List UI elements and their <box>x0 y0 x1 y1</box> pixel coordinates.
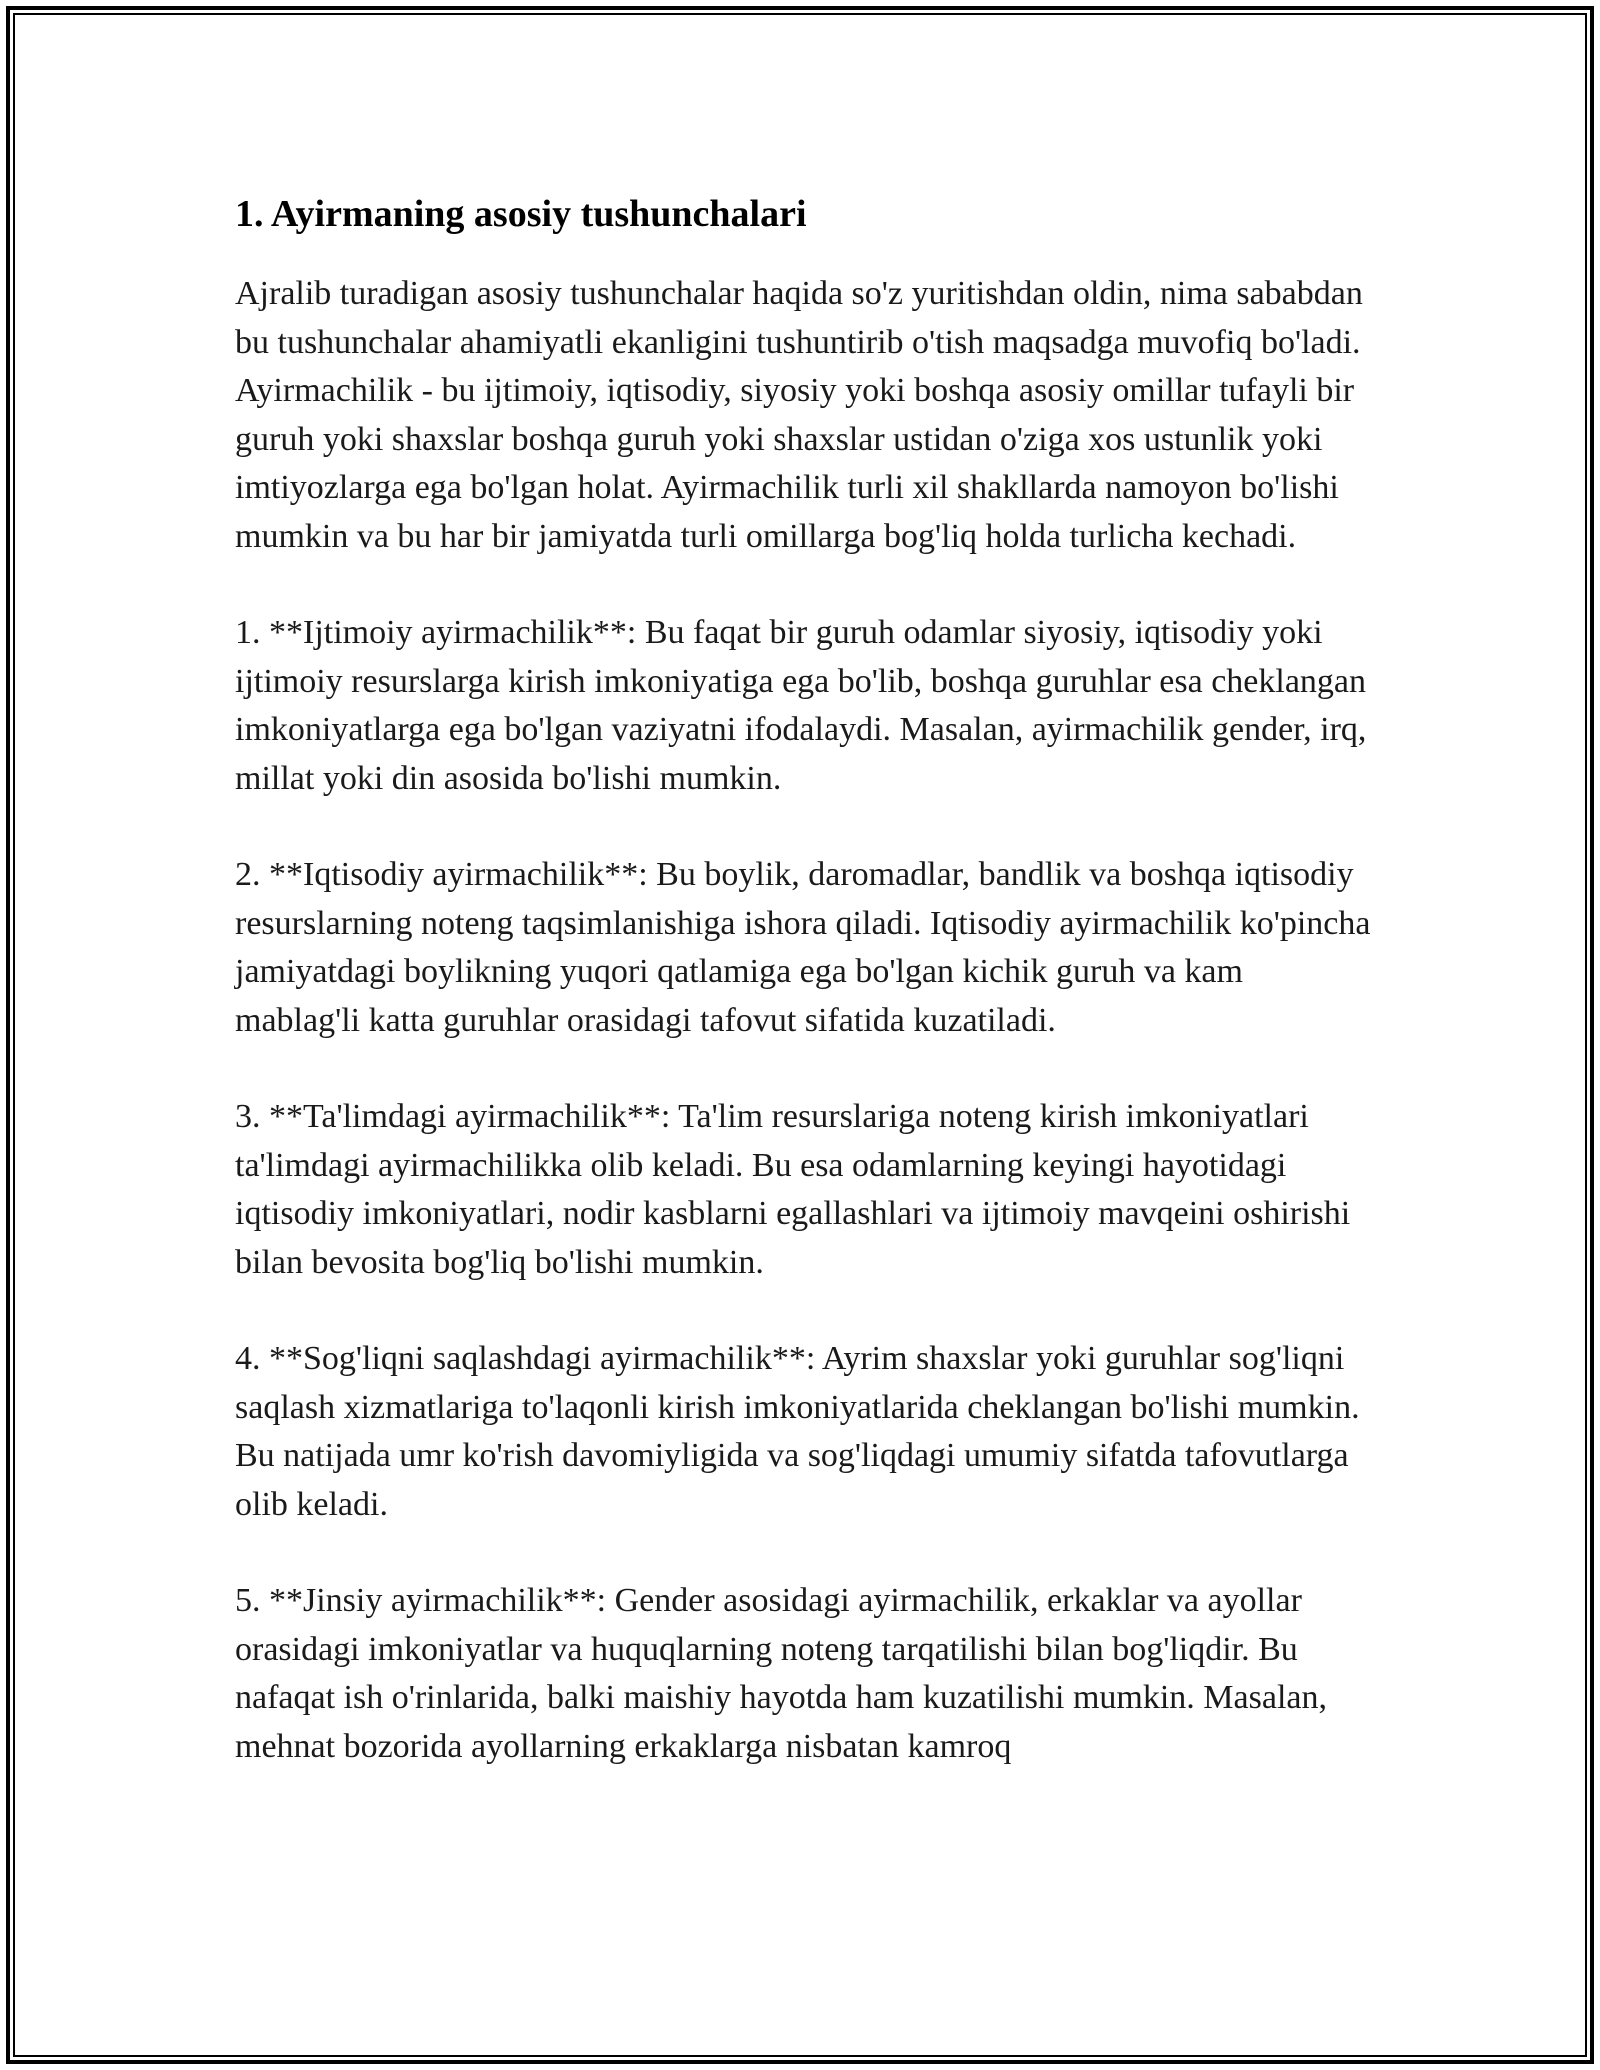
list-item-social: 1. **Ijtimoiy ayirmachilik**: Bu faqat bir guruh odamlar siyosiy, iqtisodiy yoki ijtimoiy resurslarga kirish imkoniyatiga ega bo'lib, boshqa guruhlar esa cheklangan imkoniyatlarga ega bo'lgan vaziyatni ifodalaydi. Masalan, ayirmachilik gender, irq, millat yoki din asosida bo'lishi mumkin. <box>235 614 1367 797</box>
document-body <box>235 188 1375 1819</box>
section-heading: 1. Ayirmaning asosiy tushunchalari <box>235 193 807 235</box>
list-item-education: 3. **Ta'limdagi ayirmachilik**: Ta'lim resurslariga noteng kirish imkoniyatlari ta'limdagi ayirmachilikka olib keladi. Bu esa odamlarning keyingi hayotidagi iqtisodiy imkoniyatlari, nodir kasblarni egallashlari va ijtimoiy mavqeini oshirishi bilan bevosita bog'liq bo'lishi mumkin. <box>235 1098 1351 1281</box>
list-item-health: 4. **Sog'liqni saqlashdagi ayirmachilik**: Ayrim shaxslar yoki guruhlar sog'liqni saqlash xizmatlariga to'laqonli kirish imkoniyatlarida cheklangan bo'lishi mumkin. Bu natijada umr ko'rish davomiyligida va sog'liqdagi umumiy sifatda tafovutlarga olib keladi. <box>235 1340 1360 1523</box>
list-item-gender: 5. **Jinsiy ayirmachilik**: Gender asosidagi ayirmachilik, erkaklar va ayollar orasidagi imkoniyatlar va huquqlarning noteng tarqatilishi bilan bog'liqdir. Bu nafaqat ish o'rinlarida, balki maishiy hayotda ham kuzatilishi mumkin. Masalan, mehnat bozorida ayollarning erkaklarga nisbatan kamroq <box>235 1582 1327 1765</box>
intro-paragraph: Ajralib turadigan asosiy tushunchalar haqida so'z yuritishdan oldin, nima sababdan bu tushunchalar ahamiyatli ekanligini tushuntirib o'tish maqsadga muvofiq bo'ladi. Ayirmachilik - bu ijtimoiy, iqtisodiy, siyosiy yoki boshqa asosiy omillar tufayli bir guruh yoki shaxslar boshqa guruh yoki shaxslar ustidan o'ziga xos ustunlik yoki imtiyozlarga ega bo'lgan holat. Ayirmachilik turli xil shakllarda namoyon bo'lishi mumkin va bu har bir jamiyatda turli omillarga bog'liq holda turlicha kechadi. <box>235 275 1363 555</box>
list-item-economic: 2. **Iqtisodiy ayirmachilik**: Bu boylik, daromadlar, bandlik va boshqa iqtisodiy resurslarning noteng taqsimlanishiga ishora qiladi. Iqtisodiy ayirmachilik ko'pincha jamiyatdagi boylikning yuqori qatlamiga ega bo'lgan kichik guruh va kam mablag'li katta guruhlar orasidagi tafovut sifatida kuzatiladi. <box>235 856 1371 1039</box>
